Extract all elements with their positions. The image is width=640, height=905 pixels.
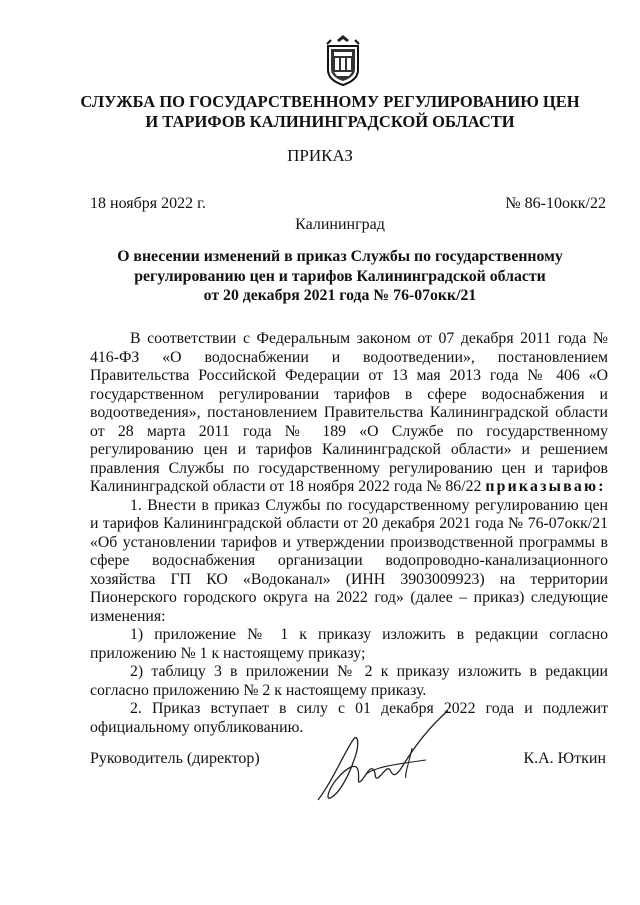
signatory-role: Руководитель (директор) (90, 750, 260, 767)
item-1: 1. Внести в приказ Службы по государственному регулированию цен и тарифов Калининградской области от 20 декабря 2021 года № 76-07окк/21 «Об установлении тарифов и утверждении производственной программы в сфере водоснабжения организации водопроводно-канализационного хозяйства ГП КО «Водоканал» (ИНН 3903009923) на территории Пионерского городского округа на 2022 год» (далее – приказ) следующие изменения: (90, 496, 608, 625)
document-type: ПРИКАЗ (287, 146, 353, 165)
organization-name (60, 92, 600, 132)
document-city: Калининград (295, 216, 385, 233)
item-1-1: 1) приложение № 1 к приказу изложить в редакции согласно приложению № 1 к настоящему приказу; (90, 626, 608, 662)
document-date: 18 ноября 2022 г. (90, 195, 206, 212)
subject-line-2: регулированию цен и тарифов Калининградской области (134, 267, 546, 285)
coat-of-arms-icon (325, 34, 361, 86)
decree-word: приказываю: (485, 478, 606, 495)
signatory-name: К.А. Юткин (523, 750, 606, 767)
item-2: 2. Приказ вступает в силу с 01 декабря 2022 года и подлежит официальному опубликованию. (90, 700, 608, 736)
preamble-text: В соответствии с Федеральным законом от 07 декабря 2011 года № 416-ФЗ «О водоснабжении и водоотведении», постановлением Правительства Российской Федерации от 13 мая 2013 года № 406 «О государственном регулировании тарифов в сфере водоснабжения и водоотведения», постановлением Правительства Калининградской области от 28 марта 2011 года № 189 «О Службе по государственному регулированию цен и тарифов Калининградской области» и решением правления Службы по государственному регулированию цен и тарифов Калининградской области от 18 ноября 2022 года № 86/22 (90, 330, 608, 495)
subject-line-1: О внесении изменений в приказ Службы по государственному (117, 248, 563, 265)
org-line-2: И ТАРИФОВ КАЛИНИНГРАДСКОЙ ОБЛАСТИ (145, 112, 515, 131)
item-1-2: 2) таблицу 3 в приложении № 2 к приказу изложить в редакции согласно приложению № 2 к настоящему приказу. (90, 663, 608, 699)
preamble-paragraph (90, 330, 608, 497)
document-body (90, 330, 608, 737)
handwritten-signature (308, 700, 448, 810)
org-line-1: СЛУЖБА ПО ГОСУДАРСТВЕННОМУ РЕГУЛИРОВАНИЮ ЦЕН (80, 92, 580, 111)
document-subject (110, 247, 570, 306)
subject-line-3: от 20 декабря 2021 года № 76-07окк/21 (203, 287, 477, 304)
document-number: № 86-10окк/22 (505, 195, 606, 212)
